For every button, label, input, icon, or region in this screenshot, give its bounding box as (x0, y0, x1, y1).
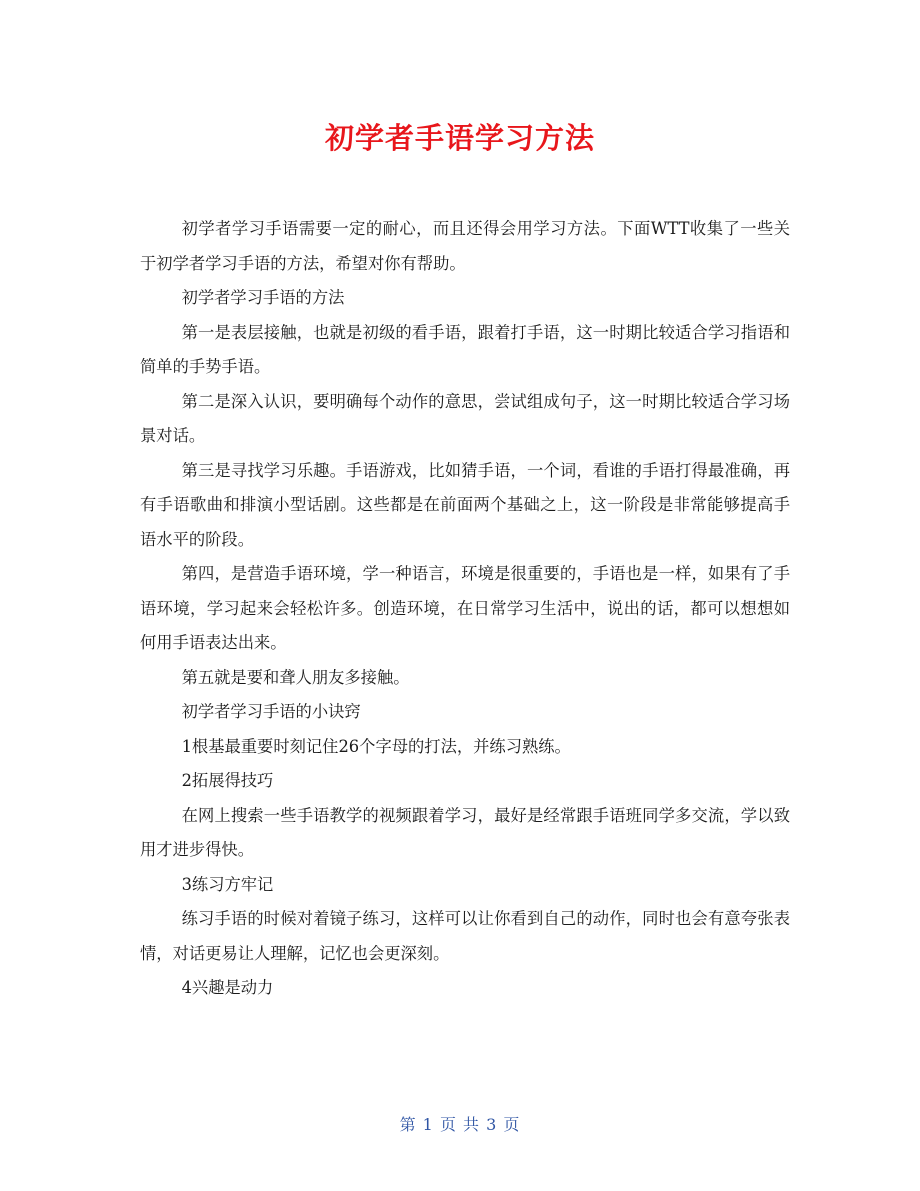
paragraph: 2拓展得技巧 (181, 771, 274, 790)
page-number-label: 第 1 页 共 3 页 (399, 1115, 521, 1134)
paragraph: 4兴趣是动力 (181, 978, 274, 997)
paragraph: 3练习方牢记 (181, 874, 274, 894)
paragraph: 初学者学习手语需要一定的耐心，而且还得会用学习方法。下面WTT收集了一些关于初学者学习手语的方法，希望对你有帮助。 (140, 219, 790, 273)
paragraph: 练习手语的时候对着镜子练习，这样可以让你看到自己的动作，同时也会有意夸张表情，对话更易让人理解，记忆也会更深刻。 (140, 909, 790, 963)
paragraph: 第二是深入认识，要明确每个动作的意思，尝试组成句子，这一时期比较适合学习场景对话。 (140, 391, 790, 445)
paragraph: 第五就是要和聋人朋友多接触。 (181, 667, 410, 687)
paragraph: 第三是寻找学习乐趣。手语游戏，比如猜手语，一个词，看谁的手语打得最准确，再有手语歌曲和排演小型话剧。这些都是在前面两个基础之上，这一阶段是非常能够提高手语水平的阶段。 (140, 460, 790, 549)
document-title: 初学者手语学习方法 (324, 121, 595, 155)
paragraph: 在网上搜索一些手语教学的视频跟着学习，最好是经常跟手语班同学多交流，学以致用才进步得快。 (140, 805, 790, 859)
section-heading: 初学者学习手语的小诀窍 (181, 702, 361, 721)
paragraph: 第一是表层接触，也就是初级的看手语，跟着打手语，这一时期比较适合学习指语和简单的手势手语。 (140, 322, 790, 376)
paragraph: 1根基最重要时刻记住26个字母的打法，并练习熟练。 (181, 736, 571, 756)
paragraph: 第四，是营造手语环境，学一种语言，环境是很重要的，手语也是一样，如果有了手语环境，学习起来会轻松许多。创造环境，在日常学习生活中，说出的话，都可以想想如何用手语表达出来。 (140, 564, 790, 652)
document-body (140, 212, 790, 1006)
page-number-footer (0, 1112, 920, 1135)
section-heading: 初学者学习手语的方法 (181, 288, 345, 307)
